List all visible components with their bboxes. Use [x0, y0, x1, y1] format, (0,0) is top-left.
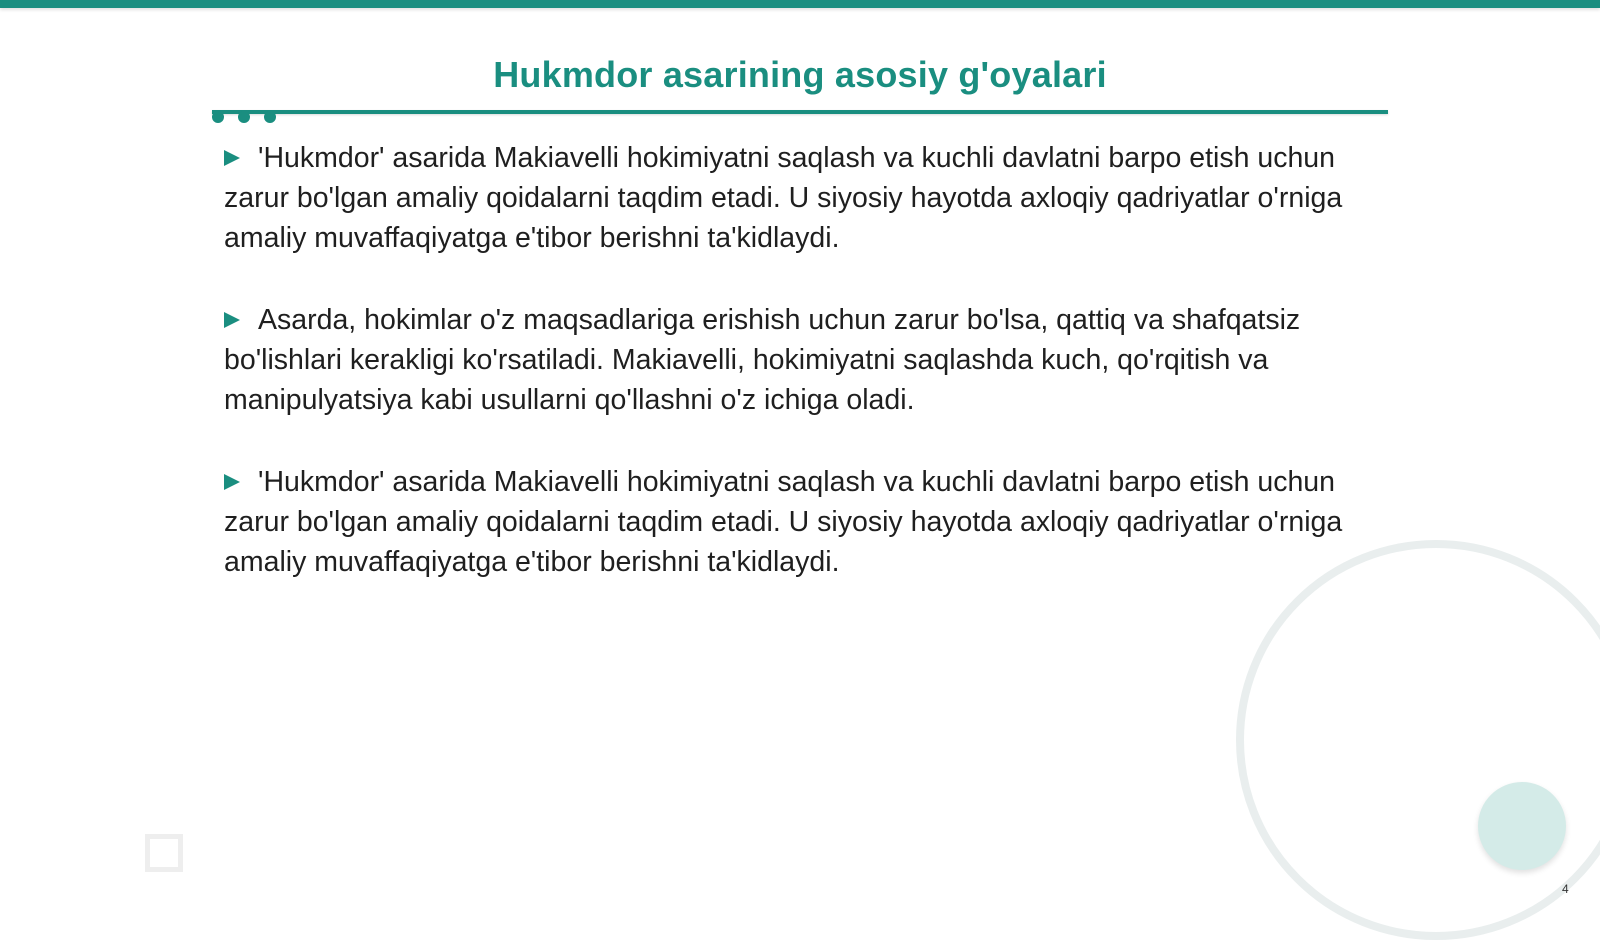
triangle-bullet-icon — [224, 312, 240, 328]
bullet-text: 'Hukmdor' asarida Makiavelli hokimiyatni saqlash va kuchli davlatni barpo etish uchun zarur bo'lgan amaliy qoidalarni taqdim etadi. U siyosiy hayotda axloqiy qadriyatlar o'rniga amaliy muvaffaqiyatga e'tibor berishni ta'kidlaydi. — [224, 142, 1343, 254]
decoration-dot — [238, 111, 250, 123]
title-underline — [212, 110, 1388, 114]
bullet-item — [224, 138, 1384, 258]
triangle-bullet-icon — [224, 474, 240, 490]
triangle-bullet-icon — [224, 150, 240, 166]
slide-title: Hukmdor asarining asosiy g'oyalari — [493, 54, 1107, 95]
decoration-dot — [212, 111, 224, 123]
title-dots-decoration — [212, 111, 292, 125]
bullet-list — [224, 138, 1384, 624]
bullet-text: Asarda, hokimlar o'z maqsadlariga erishish uchun zarur bo'lsa, qattiq va shafqatsiz bo'lishlari kerakligi ko'rsatiladi. Makiavelli, hokimiyatni saqlashda kuch, qo'rqitish va manipulyatsiya kabi usullarni qo'llashni o'z ichiga oladi. — [224, 304, 1301, 416]
top-accent-bar — [0, 0, 1600, 8]
bullet-item — [224, 462, 1384, 582]
decorative-circle — [1478, 782, 1566, 870]
page-number: 4 — [1562, 882, 1569, 896]
bullet-item — [224, 300, 1384, 420]
decoration-dot — [264, 111, 276, 123]
decorative-square — [145, 834, 183, 872]
bullet-text: 'Hukmdor' asarida Makiavelli hokimiyatni saqlash va kuchli davlatni barpo etish uchun zarur bo'lgan amaliy qoidalarni taqdim etadi. U siyosiy hayotda axloqiy qadriyatlar o'rniga amaliy muvaffaqiyatga e'tibor berishni ta'kidlaydi. — [224, 466, 1343, 578]
